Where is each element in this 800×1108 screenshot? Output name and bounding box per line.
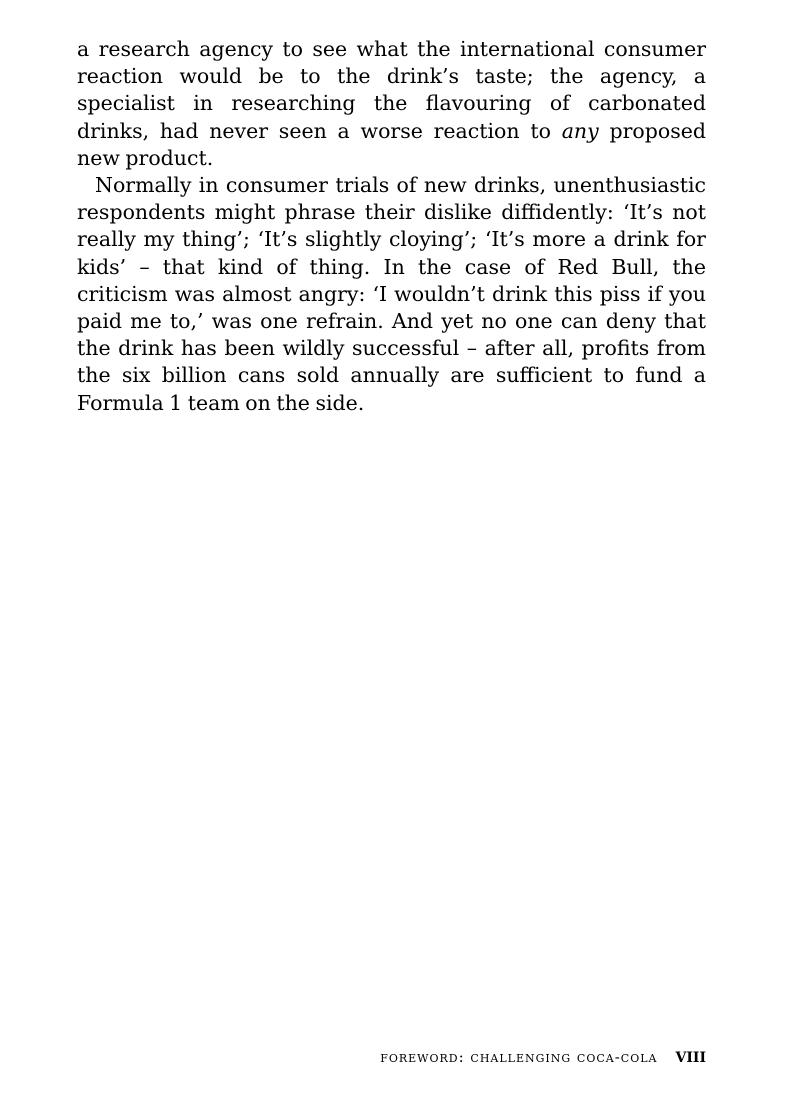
paragraph: Normally in consumer trials of new drinks, unenthusiastic respondents might phrase their dislike diffidently: ‘It’s not really my thing’; ‘It’s slightly cloying’; ‘It’s more a drink for kids’ – that kind of thing. In the case of Red Bull, the criticism was almost angry: ‘I wouldn’t drink this piss if you paid me to,’ was one refrain. And yet no one can deny that the drink has been wildly successful – after all, profits from the six billion cans sold annually are sufficient to fund a Formula 1 team on the side. bbox=[77, 173, 706, 415]
emphasis-text: any bbox=[561, 118, 599, 143]
running-head: foreword: challenging coca-cola bbox=[380, 1048, 658, 1066]
page-body bbox=[77, 36, 706, 417]
page-footer bbox=[77, 1043, 706, 1067]
paragraph-text: a research agency to see what the international consumer reaction would be to the drink’s taste; the agency, a specialist in researching the flavouring of carbonated drinks, had never seen a worse reaction to bbox=[77, 37, 706, 143]
paragraph-text-end: proposed new product. bbox=[77, 118, 706, 170]
paragraph-continued bbox=[77, 36, 706, 172]
page-number: viii bbox=[675, 1043, 706, 1067]
